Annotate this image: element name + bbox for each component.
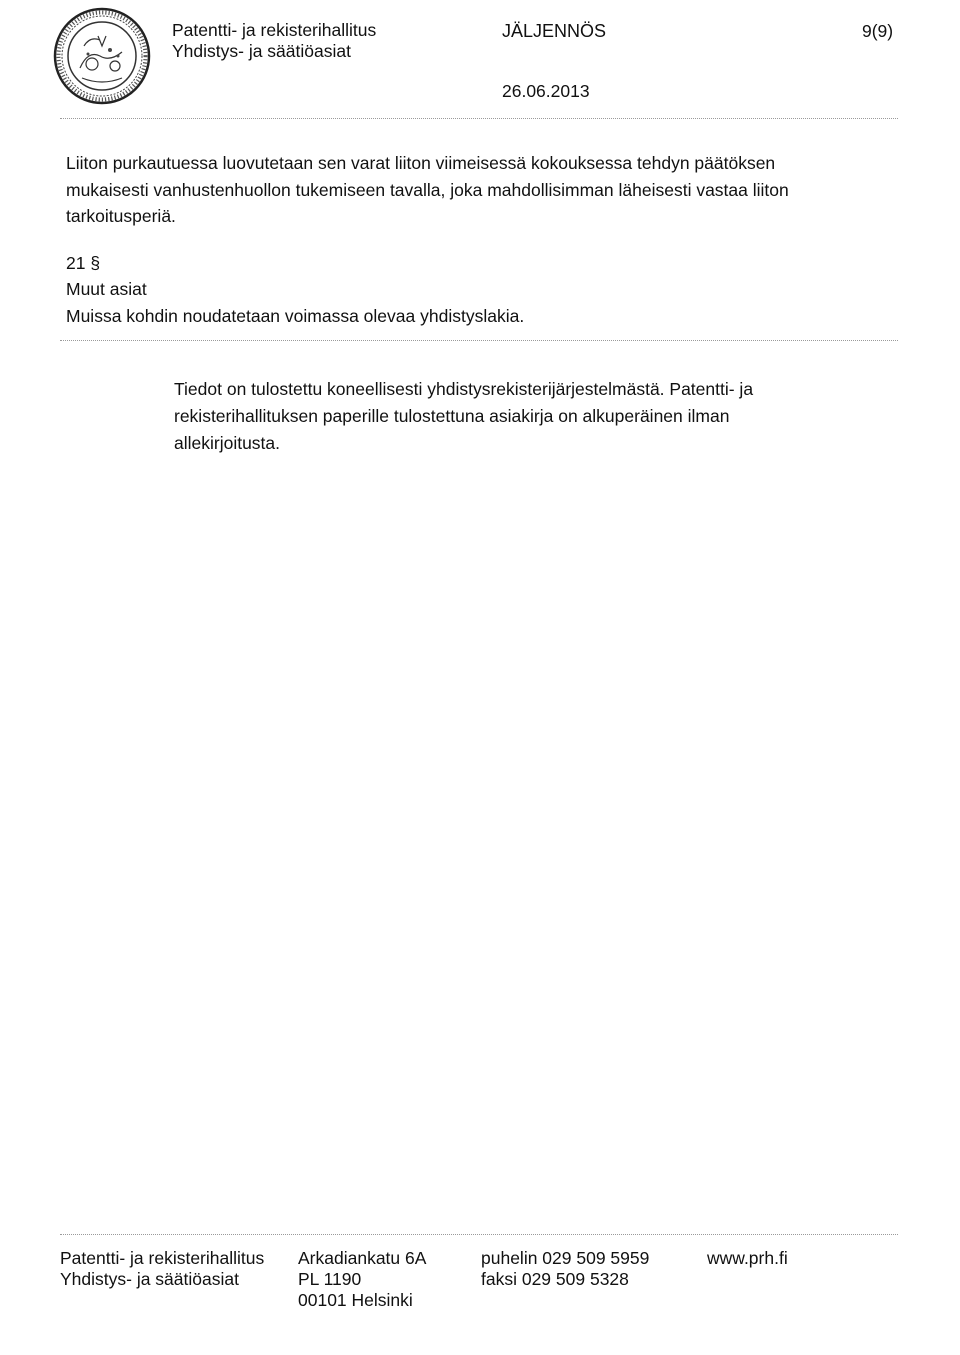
header-org-name: Patentti- ja rekisterihallitus — [172, 20, 377, 40]
print-notice: Tiedot on tulostettu koneellisesti yhdistysrekisterijärjestelmästä. Patentti- ja rekisterihallituksen paperille tulostettuna asiakirja on alkuperäinen ilman allekirjoitusta. — [174, 379, 754, 453]
copy-stamp: JÄLJENNÖS — [502, 21, 607, 41]
section-number: 21 § — [66, 253, 101, 273]
footer-phone: puhelin 029 509 5959 — [481, 1248, 650, 1268]
dissolution-paragraph: Liiton purkautuessa luovutetaan sen varat liiton viimeisessä kokouksessa tehdyn päätöksen mukaisesti vanhustenhuollon tukemiseen tavalla, joka mahdollisimman läheisesti vastaa liiton tarkoitusperiä. — [66, 153, 789, 226]
footer-contact — [481, 1248, 649, 1290]
footer-divider — [60, 1234, 898, 1235]
footer-po-box: PL 1190 — [298, 1269, 362, 1289]
section-title: Muut asiat — [66, 279, 147, 299]
page-number: 9(9) — [862, 21, 894, 41]
header-divider — [60, 118, 898, 119]
header-org-unit: Yhdistys- ja säätiöasiat — [172, 41, 351, 61]
footer-website-link[interactable]: www.prh.fi — [707, 1248, 788, 1268]
footer-org-unit: Yhdistys- ja säätiöasiat — [60, 1269, 239, 1289]
footer-org-name: Patentti- ja rekisterihallitus — [60, 1248, 265, 1268]
footer-address — [298, 1248, 426, 1311]
footer-street: Arkadiankatu 6A — [298, 1248, 427, 1268]
footer-fax: faksi 029 509 5328 — [481, 1269, 629, 1289]
section-text: Muissa kohdin noudatetaan voimassa olevaa yhdistyslakia. — [66, 306, 525, 326]
document-date: 26.06.2013 — [502, 81, 590, 101]
header-organization — [172, 20, 376, 62]
footer-postcode: 00101 Helsinki — [298, 1290, 413, 1310]
footer-organization — [60, 1248, 264, 1290]
body-divider — [60, 340, 898, 341]
registry-seal-icon — [52, 6, 152, 106]
